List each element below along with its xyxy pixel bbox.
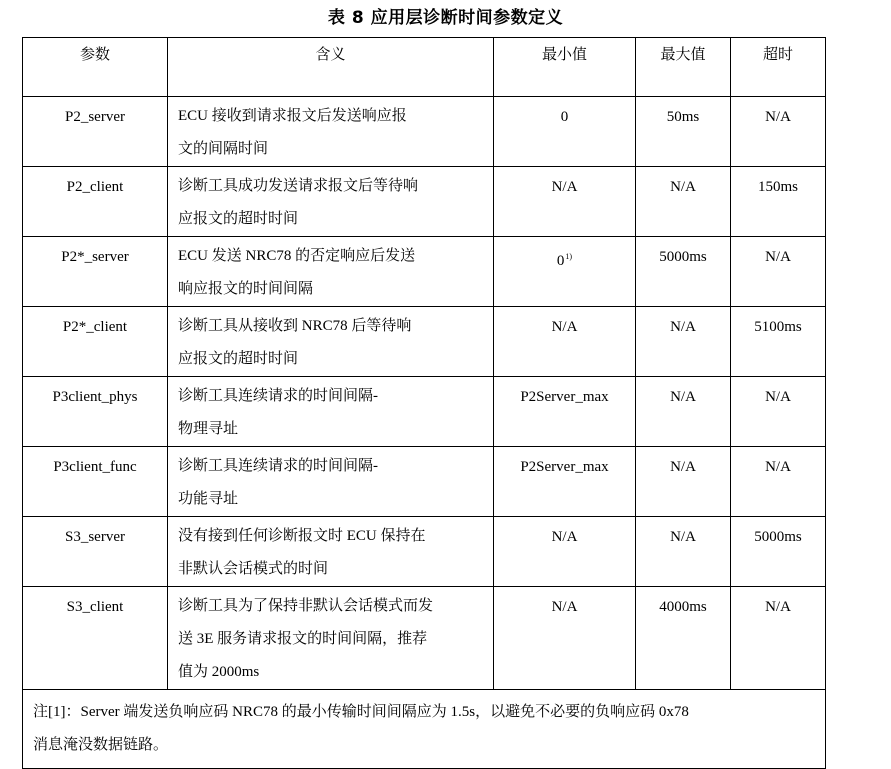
cell-max: 50ms: [636, 97, 731, 167]
cell-min: N/A: [494, 307, 636, 377]
cell-param: P2*_client: [23, 307, 168, 377]
note-line: 消息淹没数据链路。: [33, 737, 169, 753]
cell-timeout: N/A: [731, 237, 826, 307]
table-row: [23, 587, 826, 690]
cell-meaning: 诊断工具为了保持非默认会话模式而发 送 3E 服务请求报文的时间间隔，推荐 值为 2000ms: [168, 587, 494, 690]
table-row: [23, 307, 826, 377]
cell-max: N/A: [636, 307, 731, 377]
cell-max: N/A: [636, 517, 731, 587]
note-line: 注[1]：Server 端发送负响应码 NRC78 的最小传输时间间隔应为 1.5s，以避免不必要的负响应码 0x78: [33, 704, 689, 720]
min-value: 0: [556, 253, 565, 269]
cell-param: P3client_phys: [23, 377, 168, 447]
table-caption: 表 8 应用层诊断时间参数定义: [327, 8, 564, 28]
cell-max: N/A: [636, 167, 731, 237]
cell-min: N/A: [494, 167, 636, 237]
table-note-row: [23, 690, 826, 769]
table-row: [23, 517, 826, 587]
cell-param: P2_server: [23, 97, 168, 167]
cell-timeout: 150ms: [731, 167, 826, 237]
cell-min: P2Server_max: [494, 447, 636, 517]
table-row: [23, 377, 826, 447]
cell-timeout: N/A: [731, 587, 826, 690]
cell-timeout: N/A: [731, 97, 826, 167]
cell-min: [494, 237, 636, 307]
table-row: [23, 167, 826, 237]
header-max: 最大值: [636, 38, 731, 97]
header-param: 参数: [23, 38, 168, 97]
cell-max: N/A: [636, 377, 731, 447]
cell-meaning: ECU 接收到请求报文后发送响应报 文的间隔时间: [168, 97, 494, 167]
cell-meaning: 诊断工具从接收到 NRC78 后等待响 应报文的超时时间: [168, 307, 494, 377]
cell-min: P2Server_max: [494, 377, 636, 447]
cell-min: N/A: [494, 587, 636, 690]
table-row: [23, 447, 826, 517]
footnote-marker: 1): [565, 252, 573, 261]
cell-meaning: 诊断工具连续请求的时间间隔- 功能寻址: [168, 447, 494, 517]
cell-max: N/A: [636, 447, 731, 517]
table-header-row: [23, 38, 826, 97]
table-row: [23, 97, 826, 167]
cell-max: 4000ms: [636, 587, 731, 690]
header-min: 最小值: [494, 38, 636, 97]
header-meaning: 含义: [168, 38, 494, 97]
header-timeout: 超时: [731, 38, 826, 97]
cell-meaning: 没有接到任何诊断报文时 ECU 保持在 非默认会话模式的时间: [168, 517, 494, 587]
timing-parameter-table: [22, 37, 826, 769]
cell-meaning: ECU 发送 NRC78 的否定响应后发送 响应报文的时间间隔: [168, 237, 494, 307]
cell-param: P2*_server: [23, 237, 168, 307]
cell-timeout: 5100ms: [731, 307, 826, 377]
cell-timeout: N/A: [731, 377, 826, 447]
cell-max: 5000ms: [636, 237, 731, 307]
cell-min: 0: [494, 97, 636, 167]
table-row: [23, 237, 826, 307]
cell-param: S3_client: [23, 587, 168, 690]
cell-param: P3client_func: [23, 447, 168, 517]
cell-timeout: N/A: [731, 447, 826, 517]
cell-timeout: 5000ms: [731, 517, 826, 587]
cell-param: S3_server: [23, 517, 168, 587]
table-note: [23, 690, 826, 769]
cell-param: P2_client: [23, 167, 168, 237]
cell-min: N/A: [494, 517, 636, 587]
cell-meaning: 诊断工具连续请求的时间间隔- 物理寻址: [168, 377, 494, 447]
cell-meaning: 诊断工具成功发送请求报文后等待响 应报文的超时时间: [168, 167, 494, 237]
